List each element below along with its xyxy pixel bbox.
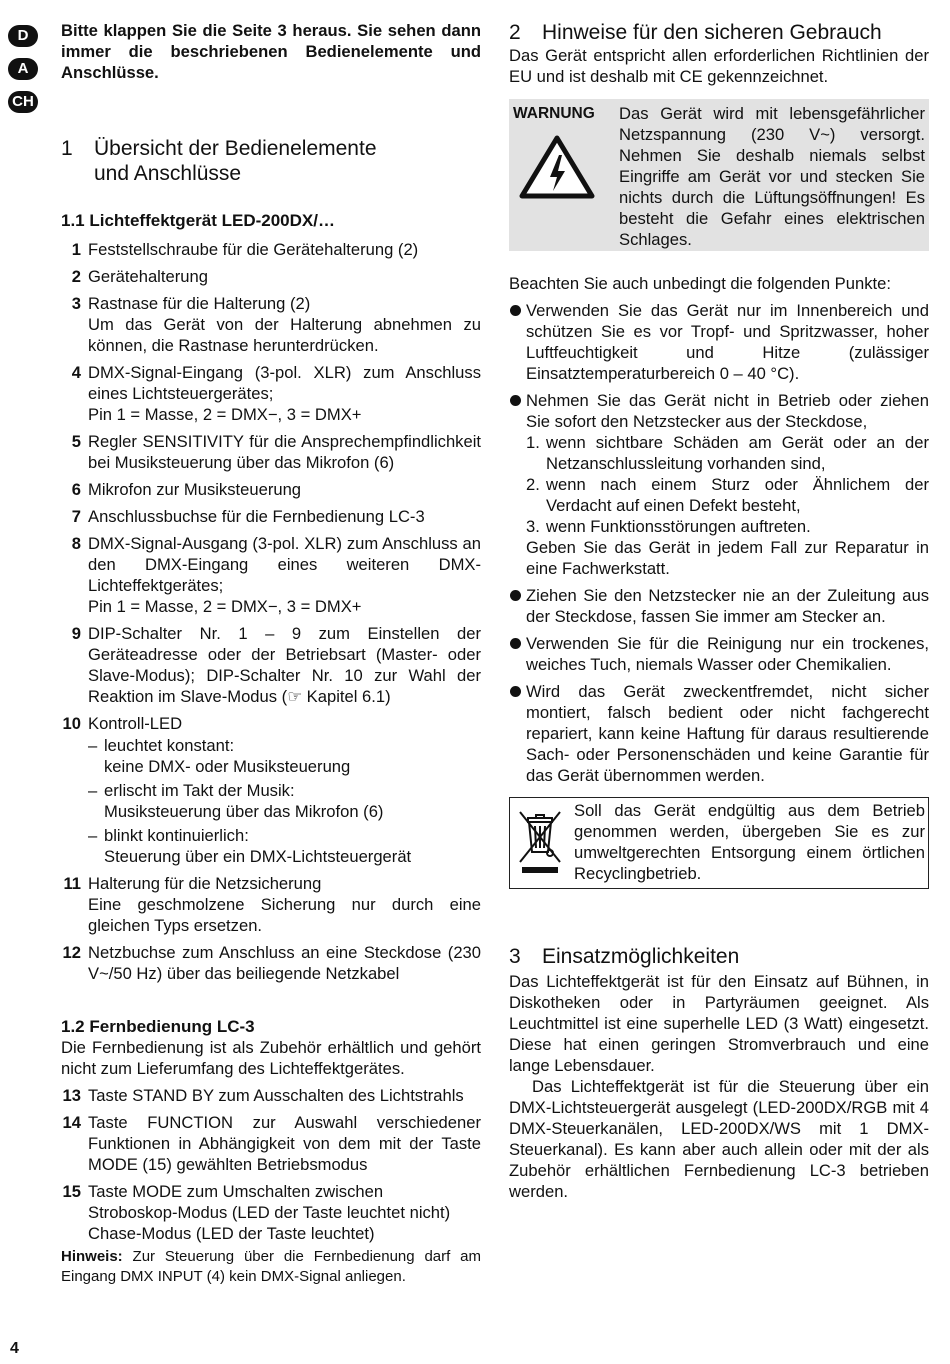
points-note: Beachten Sie auch unbedingt die folgenden Punkte:: [509, 274, 891, 293]
list-item: [61, 623, 481, 707]
item-text: Feststellschraube für die Gerätehalterung (2): [88, 240, 419, 259]
dash-marker: –: [88, 781, 98, 800]
item-text: Um das Gerät von der Halterung abnehmen zu können, die Rastnase herunterdrücken.: [88, 315, 481, 355]
warning-box: [509, 99, 929, 251]
section-1-number: 1: [61, 137, 73, 160]
list-item-10: [61, 713, 481, 734]
numbered-subitem: [526, 432, 929, 474]
list-item: [61, 873, 481, 936]
subitem-number: 2.: [526, 475, 540, 494]
bullet-after-text: Geben Sie das Gerät in jedem Fall zur Reparatur in eine Fachwerkstatt.: [526, 538, 929, 578]
bullet-dot: [510, 686, 521, 697]
list-item: [509, 633, 929, 675]
item-number: 15: [62, 1182, 81, 1201]
item-list-1-1: [61, 239, 481, 707]
item-text: Anschlussbuchse für die Fernbedienung LC-3: [88, 507, 425, 526]
item-text: Chase-Modus (LED der Taste leuchtet): [88, 1224, 375, 1243]
bullet-dot: [510, 305, 521, 316]
bullet-dot: [510, 590, 521, 601]
subitem-text: wenn Funktionsstörungen auftreten.: [546, 517, 811, 536]
warning-text: Das Gerät wird mit lebensgefährlicher Netzspannung (230 V~) versorgt. Nehmen Sie deshalb niemals selbst Eingriffe am Gerät vor und stecken Sie nichts durch die Lüftungsöffnungen! Es besteht die Gefahr eines elektrischen Schlages.: [619, 104, 925, 249]
led-state-list: [61, 735, 481, 867]
country-badge-a: A: [8, 58, 38, 80]
item-number: 9: [71, 624, 81, 643]
item-text: Taste STAND BY zum Ausschalten des Lichtstrahls: [88, 1086, 464, 1105]
item-text: Mikrofon zur Musiksteuerung: [88, 480, 302, 499]
item-number: 10: [62, 714, 81, 733]
led-state-item: [61, 735, 481, 777]
recycling-text: Soll das Gerät endgültig aus dem Betrieb genommen werden, übergeben Sie es zur umweltgerechten Entsorgung einem örtlichen Recyclingbetrieb.: [574, 801, 925, 883]
item-number: 3: [71, 294, 81, 313]
list-item: [61, 506, 481, 527]
bullet-text: Verwenden Sie das Gerät nur im Innenbereich und schützen Sie es vor Tropf- und Spritzwasser, hoher Luftfeuchtigkeit und Hitze (zulässiger Einsatztemperaturbereich 0 – 40 °C).: [526, 301, 929, 383]
list-item: [61, 293, 481, 356]
page-number: 4: [10, 1340, 19, 1357]
list-item: [509, 390, 929, 579]
led-state-item: [61, 780, 481, 822]
list-item: [509, 585, 929, 627]
country-badge-d: D: [8, 25, 38, 47]
safety-bullet-list-b: [509, 585, 929, 786]
section-3-paragraph-2: Das Lichteffektgerät ist für die Steuerung über ein DMX-Lichtsteuergerät ausgelegt (LED-200DX/RGB mit 4 DMX-Steuerkanälen, LED-200DX/WS mit 1 DMX-Steuerkanal). Es kann aber auch allein oder mit der als Zubehör erhältlichen Fernbedienung LC-3 betrieben werden.: [509, 1077, 929, 1201]
item-number: 4: [71, 363, 81, 382]
section-3-heading: [509, 944, 929, 969]
section-3-paragraph-1: Das Lichteffektgerät ist für den Einsatz auf Bühnen, in Diskotheken oder in Partyräumen geeignet. Als Leuchtmittel ist eine superhelle LED (3 Watt) eingesetzt. Diese hat einen geringen Stromverbrauch und eine lange Lebensdauer.: [509, 972, 929, 1075]
item-text: DMX-Signal-Ausgang (3-pol. XLR) zum Anschluss an den DMX-Eingang eines weiteren DMX-Lichteffektgerätes;: [88, 534, 481, 595]
item-list-1-1-b: [61, 873, 481, 984]
right-column: [509, 20, 929, 1202]
recycling-box: [509, 797, 929, 889]
list-item: [61, 533, 481, 617]
numbered-subitem: [526, 516, 929, 537]
list-item: [509, 300, 929, 384]
intro-text: Bitte klappen Sie die Seite 3 heraus. Sie sehen dann immer die beschriebenen Bedienelemente und Anschlüsse.: [61, 21, 481, 82]
crossed-out-wheelie-bin-icon: [514, 804, 566, 880]
numbered-subitem: [526, 474, 929, 516]
led-state-label: leuchtet konstant:: [104, 736, 235, 755]
led-state-meaning: Musiksteuerung über das Mikrofon (6): [104, 802, 384, 821]
subitem-number: 1.: [526, 433, 540, 452]
led-state-item: [61, 825, 481, 867]
safety-bullet-list: [509, 300, 929, 384]
list-item: [61, 431, 481, 473]
high-voltage-warning-icon: [519, 135, 595, 199]
item-text: Netzbuchse zum Anschluss an eine Steckdose (230 V~/50 Hz) über das beiliegende Netzkabel: [88, 943, 481, 983]
list-item: [509, 681, 929, 786]
led-state-meaning: keine DMX- oder Musiksteuerung: [104, 757, 351, 776]
item-text: Taste FUNCTION zur Auswahl verschiedener Funktionen in Abhängigkeit von dem mit der Taste MODE (15) gewählten Betriebsmodus: [88, 1113, 481, 1174]
subitem-text: wenn sichtbare Schäden am Gerät oder an der Netzanschlussleitung vorhanden sind,: [546, 433, 929, 473]
section-1-heading: [61, 136, 481, 186]
item-number: 5: [71, 432, 81, 451]
item-text: DMX-Signal-Eingang (3-pol. XLR) zum Anschluss eines Lichtsteuergerätes;: [88, 363, 481, 403]
numbered-sublist: [526, 432, 929, 537]
item-number: 6: [71, 480, 81, 499]
bullet-text: Nehmen Sie das Gerät nicht in Betrieb oder ziehen Sie sofort den Netzstecker aus der Steckdose,: [526, 391, 929, 431]
dash-marker: –: [88, 826, 98, 845]
item-list-1-2: [61, 1085, 481, 1244]
hint-label: Hinweis:: [61, 1248, 123, 1265]
item-text: Taste MODE zum Umschalten zwischen: [88, 1182, 384, 1201]
country-badge-ch: CH: [8, 91, 38, 113]
item-number: 11: [63, 874, 81, 893]
item-text: Pin 1 = Masse, 2 = DMX−, 3 = DMX+: [88, 405, 362, 424]
hint-text: Zur Steuerung über die Fernbedienung darf am Eingang DMX INPUT (4) kein DMX-Signal anliegen.: [61, 1248, 481, 1285]
hint-note: [61, 1247, 481, 1287]
section-2-intro: Das Gerät entspricht allen erforderlichen Richtlinien der EU und ist deshalb mit CE gekennzeichnet.: [509, 46, 929, 86]
subsection-1-2-heading: 1.2 Fernbedienung LC-3: [61, 1017, 255, 1036]
section-2-title: Hinweise für den sicheren Gebrauch: [542, 21, 882, 44]
item-text: Stroboskop-Modus (LED der Taste leuchtet nicht): [88, 1203, 451, 1222]
item-text: Gerätehalterung: [88, 267, 208, 286]
section-1-title-line1: Übersicht der Bedienelemente: [94, 137, 377, 160]
bullet-text: Ziehen Sie den Netzstecker nie an der Zuleitung aus der Steckdose, fassen Sie immer am Stecker an.: [526, 586, 929, 626]
item-text: Rastnase für die Halterung (2): [88, 294, 311, 313]
list-item: [61, 362, 481, 425]
item-text: Pin 1 = Masse, 2 = DMX−, 3 = DMX+: [88, 597, 362, 616]
item-number: 12: [62, 943, 81, 962]
subitem-number: 3.: [526, 517, 540, 536]
list-item: [61, 1181, 481, 1244]
led-state-meaning: Steuerung über ein DMX-Lichtsteuergerät: [104, 847, 412, 866]
item-number: 7: [71, 507, 81, 526]
bullet-text: Wird das Gerät zweckentfremdet, nicht sicher montiert, falsch bedient oder nicht fachgerecht repariert, kann keine Haftung für daraus resultierende Sach- oder Personenschäden und keine Garantie für das Gerät übernommen werden.: [526, 682, 929, 785]
list-item: [61, 1112, 481, 1175]
item-text: DIP-Schalter Nr. 1 – 9 zum Einstellen der Geräteadresse oder der Betriebsart (Master- oder Slave-Modus); DIP-Schalter Nr. 10 zur Wahl der Reaktion im Slave-Modus (☞ Kapitel 6.1): [88, 624, 481, 706]
item-number: 13: [62, 1086, 81, 1105]
item-number: 2: [71, 267, 81, 286]
subitem-text: wenn nach einem Sturz oder Ähnlichem der Verdacht auf einen Defekt besteht,: [546, 475, 929, 515]
subsection-1-1-heading: 1.1 Lichteffektgerät LED-200DX/…: [61, 211, 335, 230]
section-2-heading: [509, 20, 929, 45]
list-item: [61, 266, 481, 287]
bullet-text: Verwenden Sie für die Reinigung nur ein trockenes, weiches Tuch, niemals Wasser oder Chemikalien.: [526, 634, 929, 674]
bullet-dot: [510, 395, 521, 406]
left-column: [61, 20, 481, 1287]
item-text: Regler SENSITIVITY für die Ansprechempfindlichkeit bei Musiksteuerung über das Mikrofon (6): [88, 432, 481, 472]
bullet-dot: [510, 638, 521, 649]
item-text: Halterung für die Netzsicherung: [88, 874, 322, 893]
list-item: [61, 942, 481, 984]
led-state-label: erlischt im Takt der Musik:: [104, 781, 295, 800]
warning-label: WARNUNG: [513, 105, 595, 122]
item-number: 14: [62, 1113, 81, 1132]
list-item: [61, 479, 481, 500]
subsection-1-2-text: Die Fernbedienung ist als Zubehör erhältlich und gehört nicht zum Lieferumfang des Lichteffektgerätes.: [61, 1038, 481, 1078]
item-number: 8: [71, 534, 81, 553]
led-state-label: blinkt kontinuierlich:: [104, 826, 249, 845]
item-label: Kontroll-LED: [88, 714, 183, 733]
dash-marker: –: [88, 736, 98, 755]
section-1-title-line2: und Anschlüsse: [94, 162, 242, 185]
item-number: 1: [71, 240, 81, 259]
list-item: [61, 1085, 481, 1106]
item-text: Eine geschmolzene Sicherung nur durch eine gleichen Typs ersetzen.: [88, 895, 481, 935]
section-3-number: 3: [509, 945, 521, 968]
section-2-number: 2: [509, 21, 521, 44]
list-item: [61, 239, 481, 260]
section-3-title: Einsatzmöglichkeiten: [542, 945, 740, 968]
